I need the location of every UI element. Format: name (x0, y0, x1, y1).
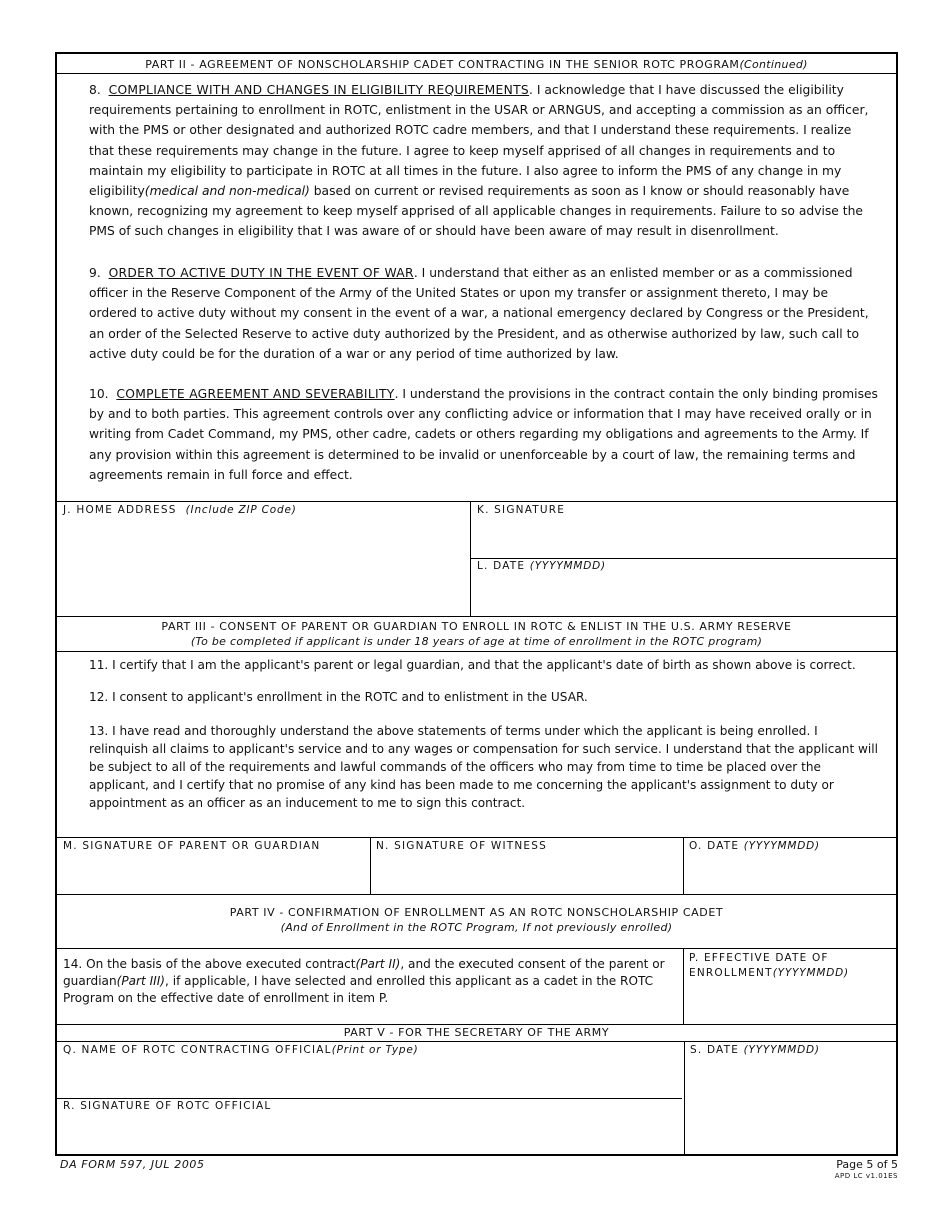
effective-date-label: P. EFFECTIVE DATE OF ENROLLMENT(YYYYMMDD) (689, 952, 849, 979)
clause-14: 14. On the basis of the above executed contract(Part II), and the executed consent of the parent or guardian(Part III), if applicable, I have selected and enrolled this applicant as a cadet in the ROTC Program on the effective date of enrollment in item P. (63, 957, 665, 1005)
signature-label: K. SIGNATURE (477, 504, 566, 516)
clause-9-number: 9. (89, 266, 101, 280)
clause-10-text: . I understand the provisions in the contract contain the only binding promises by and to both parties. This agreement controls over any conflicting advice or information that I may have received orally or in writing from Cadet Command, my PMS, other cadre, cadets or others regarding my obligations and agreements to the Army. If any provision within this agreement is determined to be invalid or unenforceable by a court of law, the remaining terms and agreements remain in full force and effect. (89, 387, 878, 482)
divider (57, 1024, 896, 1025)
clause-8-number: 8. (89, 83, 101, 97)
part3-subtitle: (To be completed if applicant is under 18 years of age at time of enrollment in the ROTC program) (190, 635, 763, 648)
parent-date-field[interactable] (684, 854, 898, 894)
divider (57, 501, 896, 502)
parent-signature-field[interactable] (57, 854, 370, 894)
contracting-official-name-field[interactable] (57, 1058, 684, 1098)
official-date-field[interactable] (685, 1058, 898, 1156)
clause-8-text-cont: based on current or revised requirements as soon as I know or should reasonably have known, recognizing my agreement to keep myself apprised of all applicable changes in requirements. Failure to so advise the PMS of such changes in eligibility that I was aware of or should have been aware of may result in disenrollment. (89, 184, 863, 239)
effective-date-field[interactable] (684, 982, 898, 1024)
clause-8 (89, 80, 879, 242)
divider (57, 616, 896, 617)
witness-signature-label: N. SIGNATURE OF WITNESS (376, 840, 547, 852)
part5-title: PART V - FOR THE SECRETARY OF THE ARMY (343, 1026, 610, 1039)
rotc-official-signature-label: R. SIGNATURE OF ROTC OFFICIAL (63, 1100, 272, 1112)
parent-date-label: O. DATE (YYYYMMDD) (689, 840, 820, 852)
page-number: Page 5 of 5 (836, 1158, 898, 1171)
date-field[interactable] (471, 574, 898, 616)
clause-9-text: . I understand that either as an enlisted member or as a commissioned officer in the Reserve Component of the Army of the United States or upon my transfer or assignment thereto, I may be ordered to active duty without my consent in the event of a war, a national emergency declared by Congress or the President, an order of the Selected Reserve to active duty authorized by the President, and as otherwise authorized by law, such call to active duty could be for the duration of a war or any period of time authorized by law. (89, 266, 869, 361)
official-date-label: S. DATE (YYYYMMDD) (690, 1044, 820, 1056)
clause-10-number: 10. (89, 387, 109, 401)
clause-10-title: COMPLETE AGREEMENT AND SEVERABILITY (116, 387, 395, 401)
divider (57, 894, 896, 895)
signature-field[interactable] (471, 518, 898, 558)
part4-subtitle: (And of Enrollment in the ROTC Program, If not previously enrolled) (280, 921, 673, 934)
divider (57, 651, 896, 652)
divider (57, 948, 896, 949)
clause-8-italic: (medical and non-medical) (144, 184, 310, 199)
clause-8-title: COMPLIANCE WITH AND CHANGES IN ELIGIBILITY REQUIREMENTS (108, 83, 530, 97)
clause-13: 13. I have read and thoroughly understand the above statements of terms under which the applicant is being enrolled. I relinquish all claims to applicant's service and to any wages or compensation for such service. I understand that the applicant will be subject to all of the requirements and lawful commands of the officers who may from time to time be placed over the applicant, and I certify that no promise of any kind has been made to me concerning the applicant's assignment to duty or appointment as an officer as an inducement to me to sign this contract. (89, 724, 879, 810)
parent-signature-label: M. SIGNATURE OF PARENT OR GUARDIAN (63, 840, 321, 852)
clause-11: 11. I certify that I am the applicant's parent or legal guardian, and that the applicant's date of birth as shown above is correct. (89, 658, 856, 672)
form-version: APD LC v1.01ES (834, 1172, 898, 1180)
clause-10 (89, 384, 879, 485)
rotc-official-signature-field[interactable] (57, 1114, 684, 1156)
divider (470, 558, 896, 559)
date-label: L. DATE (YYYYMMDD) (477, 560, 606, 572)
clause-9-title: ORDER TO ACTIVE DUTY IN THE EVENT OF WAR (108, 266, 414, 280)
part2-title: PART II - AGREEMENT OF NONSCHOLARSHIP CADET CONTRACTING IN THE SENIOR ROTC PROGRAM (145, 58, 740, 71)
part2-continued: (Continued) (739, 58, 808, 71)
clause-12: 12. I consent to applicant's enrollment in the ROTC and to enlistment in the USAR. (89, 690, 588, 704)
witness-signature-field[interactable] (371, 854, 683, 894)
divider (57, 1041, 896, 1042)
divider (57, 1098, 682, 1099)
part4-title: PART IV - CONFIRMATION OF ENROLLMENT AS AN ROTC NONSCHOLARSHIP CADET (229, 906, 724, 919)
part3-title: PART III - CONSENT OF PARENT OR GUARDIAN TO ENROLL IN ROTC & ENLIST IN THE U.S. ARMY RESERVE (161, 620, 792, 633)
form-identifier: DA FORM 597, JUL 2005 (60, 1158, 205, 1171)
clause-9 (89, 263, 879, 364)
divider (57, 837, 896, 838)
form-page (55, 52, 898, 1156)
divider (57, 73, 896, 74)
part2-header (57, 58, 896, 71)
clause-8-text: . I acknowledge that I have discussed the eligibility requirements pertaining to enrollment in ROTC, enlistment in the USAR or ARNGUS, and accepting a commission as an officer, with the PMS or other designated and authorized ROTC cadre members, and that I understand these requirements. I realize that these requirements may change in the future. I agree to keep myself apprised of all changes in requirements and to maintain my eligibility to participate in ROTC at all times in the future. I also agree to inform the PMS of any change in my eligibility (89, 83, 869, 199)
home-address-label: J. HOME ADDRESS (Include ZIP Code) (63, 504, 297, 516)
contracting-official-name-label: Q. NAME OF ROTC CONTRACTING OFFICIAL(Print or Type) (63, 1044, 419, 1056)
home-address-field[interactable] (57, 518, 470, 616)
